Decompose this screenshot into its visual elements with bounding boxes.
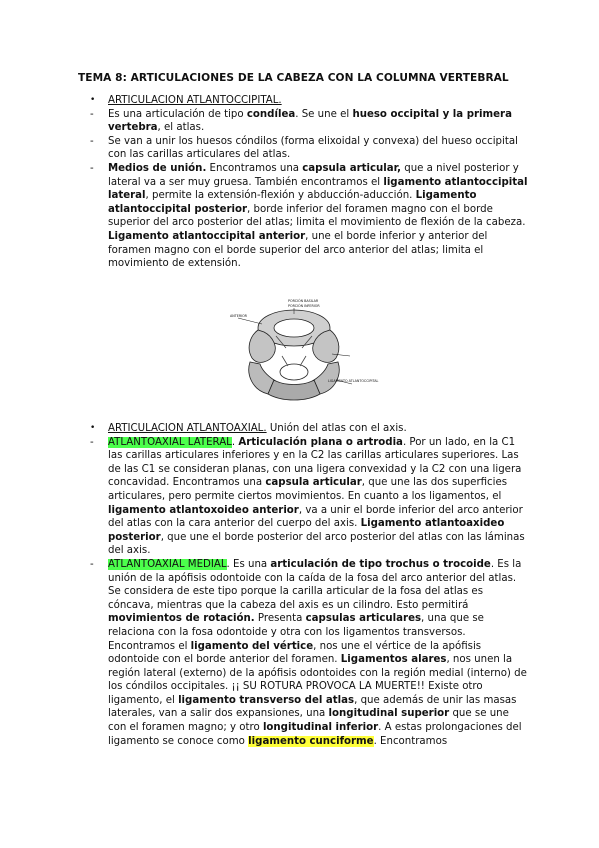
highlighted-term: ATLANTOAXIAL LATERAL: [108, 436, 232, 448]
bullet-marker: •: [90, 95, 96, 105]
figure-label: PORCIÓN INFERIOR: [288, 304, 320, 308]
list-item: [90, 162, 530, 271]
dash-marker: -: [90, 108, 94, 120]
list-item: [90, 558, 530, 748]
paragraph: ATLANTOAXIAL LATERAL. Articulación plana o artrodia. Por un lado, en la C1 las carillas articulares inferiores y en la C2 las carillas articulares superiores. Las de las C1 se consideran planas, con una ligera convexidad y la C2 con una ligera concavidad. Encontramos una capsula articular, que une las dos superficies articulares, pero permite ciertos movimientos. En cuanto a los ligamentos, el ligamento atlantoxoideo anterior, va a unir el borde inferior del arco anterior del atlas con la cara anterior del cuerpo del axis. Ligamento atlantoaxideo posterior, que une el borde posterior del arco posterior del atlas con las láminas del axis.: [108, 436, 525, 557]
section-heading: ARTICULACION ATLANTOAXIAL.: [108, 423, 267, 434]
dash-marker: -: [90, 162, 94, 174]
list-item: [90, 108, 530, 135]
dash-marker: -: [90, 558, 94, 570]
section-atlantoaxial: [90, 422, 530, 748]
list-item: [90, 135, 530, 162]
list-item: [90, 422, 530, 436]
figure-label: LIGAMENTO ATLANTOCCIPITAL: [328, 379, 379, 383]
atlantoccipital-figure: [228, 296, 379, 406]
section-heading: ARTICULACION ATLANTOCCIPITAL.: [108, 95, 282, 106]
document-title: TEMA 8: ARTICULACIONES DE LA CABEZA CON LA COLUMNA VERTEBRAL: [78, 72, 509, 84]
figure-label: ANTERIOR: [230, 314, 247, 318]
section-heading-line: ARTICULACION ATLANTOAXIAL. Unión del atlas con el axis.: [108, 423, 407, 434]
highlighted-term: ligamento cunciforme: [248, 735, 374, 747]
bullet-marker: •: [90, 423, 96, 433]
list-item: [90, 436, 530, 558]
paragraph: Medios de unión. Encontramos una capsula articular, que a nivel posterior y lateral va a ser muy gruesa. También encontramos el ligamento atlantoccipital lateral, permite la extensión-flexión y abducción-aducción. Ligamento atlantoccipital posterior, borde inferior del foramen magno con el borde superior del arco posterior del atlas; limita el movimiento de flexión de la cabeza. Ligamento atlantoccipital anterior, une el borde inferior y anterior del foramen magno con el borde superior del arco anterior del atlas; limita el movimiento de extensión.: [108, 162, 528, 270]
paragraph: Es una articulación de tipo condílea. Se une el hueso occipital y la primera vertebra, el atlas.: [108, 108, 512, 134]
dash-marker: -: [90, 135, 94, 147]
dash-marker: -: [90, 436, 94, 448]
highlighted-term: ATLANTOAXIAL MEDIAL: [108, 558, 227, 570]
paragraph: Se van a unir los huesos cóndilos (forma elixoidal y convexa) del hueso occipital con las carillas articulares del atlas.: [108, 135, 518, 161]
section-atlantoccipital: [90, 94, 530, 271]
figure-label: PORCIÓN BASILAR: [288, 299, 319, 303]
paragraph: ATLANTOAXIAL MEDIAL. Es una articulación de tipo trochus o trocoide. Es la unión de la apófisis odontoide con la caída de la fosa del arco anterior del atlas. Se considera de este tipo porque la carilla articular de la fosa del atlas es cóncava, mientras que la cabeza del axis es un cilindro. Esto permitirá movimientos de rotación. Presenta capsulas articulares, una que se relaciona con la fosa odontoide y otra con los ligamentos transversos. Encontramos el ligamento del vértice, nos une el vértice de la apófisis odontoide con el borde anterior del foramen. Ligamentos alares, nos unen la región lateral (externo) de la apófisis odontoides con la región medial (interno) de los cóndilos occipitales. ¡¡ SU ROTURA PROVOCA LA MUERTE!! Existe otro ligamento, el ligamento transverso del atlas, que además de unir las masas laterales, van a salir dos expansiones, una longitudinal superior que se une con el foramen magno; y otro longitudinal inferior. A estas prolongaciones del ligamento se conoce como ligamento cunciforme. Encontramos: [108, 558, 527, 747]
list-item: [90, 94, 530, 108]
